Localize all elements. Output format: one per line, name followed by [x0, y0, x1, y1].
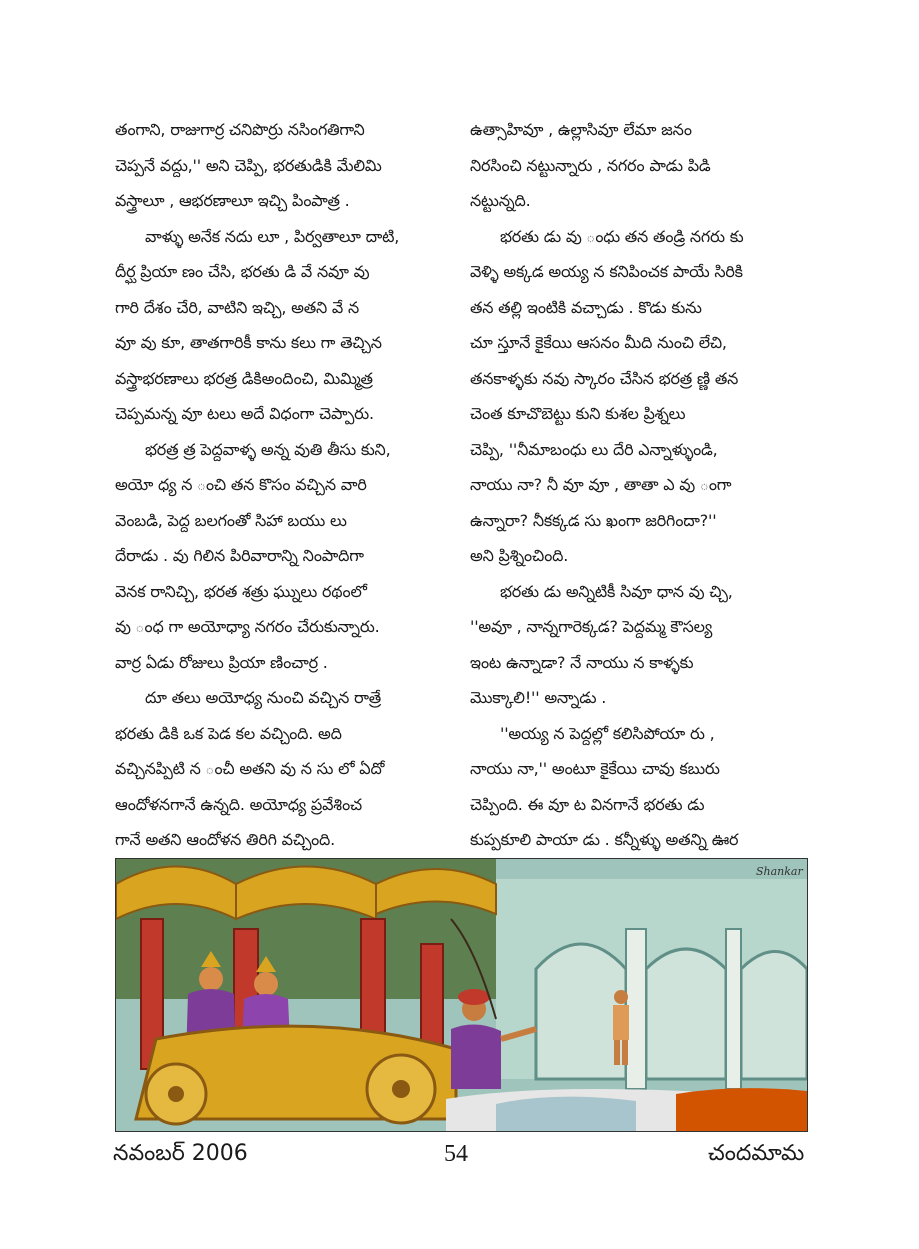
text-line: తంగాని, రాజుగార్ర చనిపొర్రు నసింగతిగాని: [115, 120, 365, 139]
text-line: వు ంధ గా అయోధ్యా నగరం చేరుకున్నారు.: [115, 617, 380, 636]
magazine-name: చందమామ: [708, 1141, 805, 1166]
text-line: ''అయ్య న పెద్దల్లో కలిసిపోయా రు ,: [500, 723, 715, 743]
story-illustration: [115, 858, 808, 1132]
text-line: తనకాళ్ళకు నవు స్కారం చేసిన భరత్ర ణ్ణి తన: [470, 368, 739, 388]
text-line: చెప్పి, ''నీమాబంధు లు దేరి ఎన్నాళ్ళుండి,: [470, 439, 718, 459]
text-line: వెంబడి, పెద్ద బలగంతో సిహా బయు లు: [115, 510, 347, 530]
text-line: భరత్ర త్ర పెద్దవాళ్ళ అన్న వుతి తీసు కుని,: [145, 439, 391, 459]
text-line: వెళ్ళి అక్కడ అయ్య న కనిపించక పాయే సిరికి: [470, 262, 743, 281]
text-line: నాయు నా? నీ వూ వూ , తాతా ఎ వు ంగా: [470, 475, 732, 494]
text-line: అని ప్రిశ్నించింది.: [470, 546, 569, 565]
text-line: నాయు నా,'' అంటూ కైకేయి చావు కబురు: [470, 759, 720, 778]
text-line: నిరసించి నట్టున్నారు , నగరం పాడు పిడి: [470, 155, 711, 175]
text-line: దీర్ఘ ప్రియా ణం చేసి, భరతు డి వే నవూ వు: [115, 262, 370, 281]
text-line: ఉన్నారా? నీకక్కడ సు ఖంగా జరిగిందా?'': [470, 510, 717, 530]
left-text-column: [115, 112, 475, 893]
text-line: గారి దేశం చేరి, వాటిని ఇచ్చి, అతని వే న: [115, 297, 359, 317]
text-line: వాళ్ళు అనేక నదు లూ , పిర్వతాలూ దాటి,: [145, 226, 400, 246]
text-line: నట్టున్నది.: [470, 191, 531, 210]
text-line: ఉత్సాహివూ , ఉల్లాసివూ లేమా జనం: [470, 120, 692, 139]
text-line: చెప్పింది. ఈ వూ ట వినగానే భరతు డు: [470, 794, 705, 814]
text-line: ''అవూ , నాన్నగారెక్కడ? పెద్దమ్మ కౌసల్య: [470, 617, 713, 636]
text-line: చెప్పమన్న వూ టలు అదే విధంగా చెప్పారు.: [115, 404, 374, 423]
page-number: 54: [444, 1141, 468, 1167]
text-line: ఆందోళనగానే ఉన్నది. అయోధ్య ప్రవేశించ: [115, 794, 362, 814]
artist-signature: Shankar: [756, 865, 803, 878]
text-line: వచ్చినప్పిటి న ంచీ అతని వు న సు లో ఏదో: [115, 759, 385, 778]
text-line: భరతు డికి ఒక పెడ కల వచ్చింది. అది: [115, 723, 342, 743]
text-line: వస్త్రాభరణాలు భరత్ర డికిఅందించి, మిమ్మిత్ర: [115, 368, 373, 388]
text-line: వస్త్రాలూ , ఆభరణాలూ ఇచ్చి పింపాత్ర .: [115, 191, 350, 210]
chariot-scene-illustration: [116, 859, 807, 1131]
text-line: చెంత కూచొబెట్టు కుని కుశల ప్రిశ్నలు: [470, 404, 686, 423]
text-line: గానే అతని ఆందోళన తిరిగి వచ్చింది.: [115, 830, 335, 849]
text-line: మొక్కాలి!'' అన్నాడు .: [470, 688, 607, 707]
text-line: చూ స్తూనే కైకేయి ఆసనం మీది నుంచి లేచి,: [470, 333, 727, 352]
text-line: భరతు డు వు ంధు తన తండ్రి నగరు కు: [500, 226, 744, 246]
text-line: ఇంట ఉన్నాడా? నే నాయు న కాళ్ళకు: [470, 652, 694, 672]
text-line: వెనక రానిచ్చి, భరత శత్రు ఘ్నులు రథంలో: [115, 581, 367, 601]
text-line: దూ తలు అయోధ్య నుంచి వచ్చిన రాత్రే: [145, 688, 382, 707]
text-line: వూ వు కూ, తాతగారికీ కాను కలు గా తెచ్చిన: [115, 333, 382, 352]
text-line: తన తల్లి ఇంటికి వచ్చాడు . కొడు కును: [470, 297, 702, 317]
text-line: కుప్పకూలి పాయా డు . కన్నీళ్ళు అతన్ని ఊర: [470, 830, 739, 849]
right-text-column: [470, 112, 830, 893]
footer-month-year: నవంబర్ 2006: [113, 1141, 248, 1166]
text-line: చెప్పనే వద్దు,'' అని చెప్పి, భరతుడికి మేలిమి: [115, 155, 382, 175]
text-line: దేరాడు . వు గిలిన పిరివారాన్ని నింపాదిగా: [115, 546, 364, 565]
text-line: భరతు డు అన్నిటికీ సివూ ధాన వు చ్చి,: [500, 581, 733, 601]
text-line: అయో ధ్య న ంచి తన కొసం వచ్చిన వారి: [115, 475, 367, 494]
text-line: వార్ర ఏడు రోజులు ప్రియా ణించార్ర .: [115, 652, 328, 672]
